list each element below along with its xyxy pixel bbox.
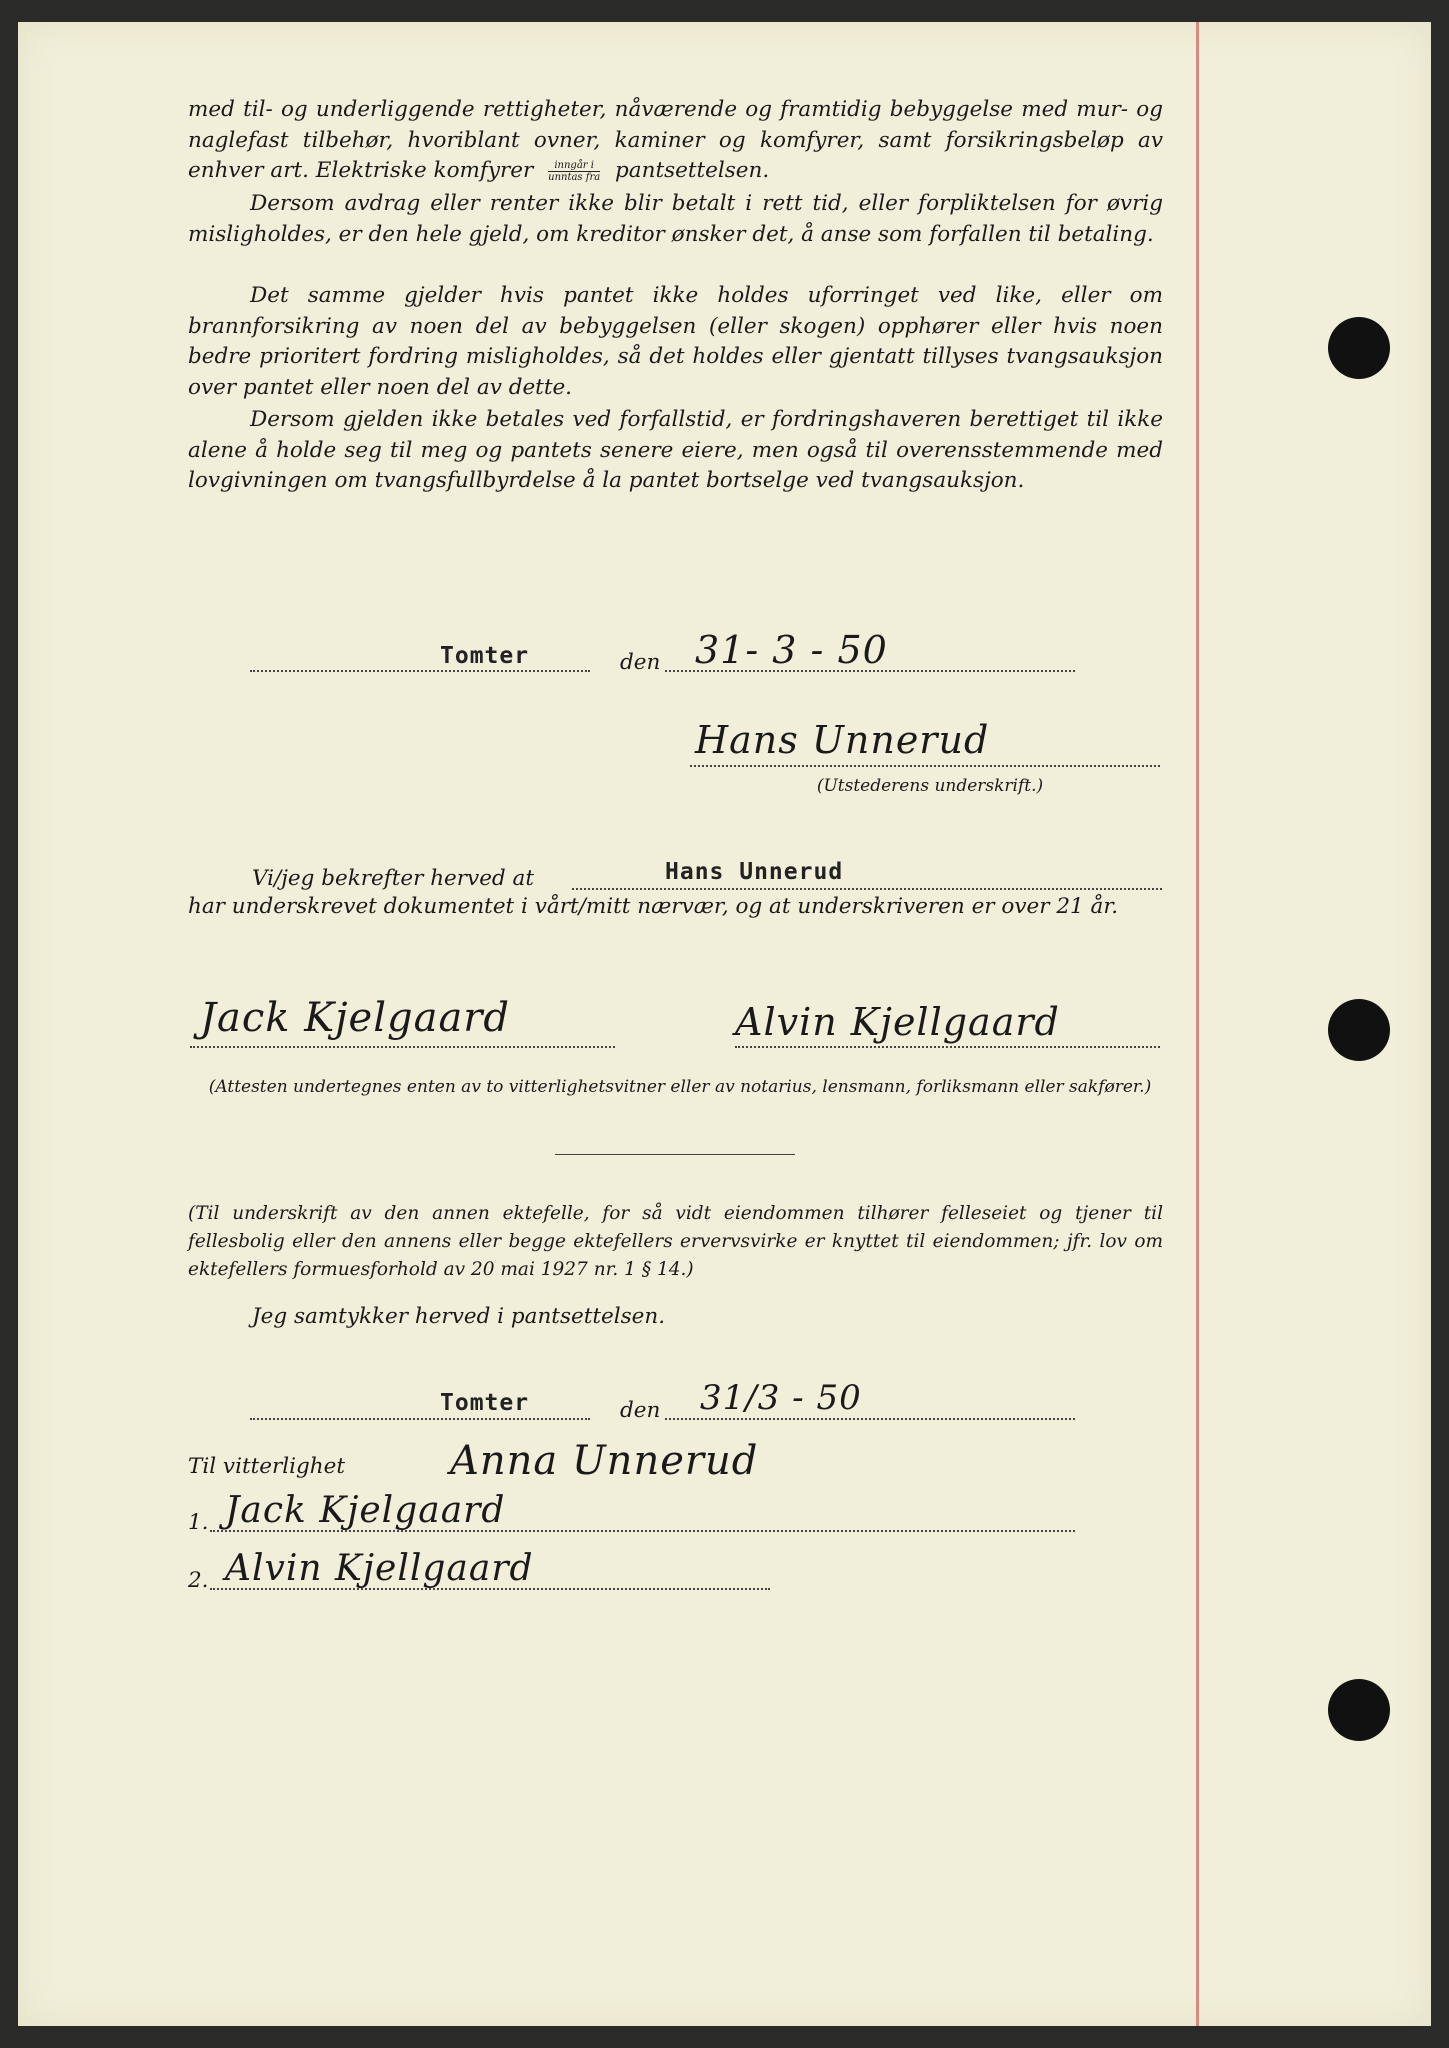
witness-number-1: 1.	[188, 1510, 209, 1535]
paragraph-forfeiture: Det samme gjelder hvis pantet ikke holdes uforringet ved like, eller om brannforsikring av noen del av bebyggelsen (eller skogen) opphører eller hvis noen bedre prioritert fordring misligholdes, så det holdes eller gjentatt tillyses tvangsauksjon over pantet eller noen del av dette.	[188, 283, 1163, 400]
paragraph-enforcement: Dersom gjelden ikke betales ved forfallstid, er fordringshaveren berettiget til ikke alene å holde seg til meg og pantets senere eiere, men også til overensstemmende med lovgivningen om tvangsfullbyrdelse å la pantet bortselge ved tvangsauksjon.	[188, 407, 1163, 493]
witness2-signature: Alvin Kjellgaard	[735, 1000, 1060, 1044]
attest-caption: (Attesten undertegnes enten av to vitterlighetsvitner eller av notarius, lensmann, forliksmann eller sakfører.)	[208, 1077, 1152, 1097]
spouse-note: (Til underskrift av den annen ektefelle, for så vidt eiendommen tilhører felleseiet og tjener til fellesbolig eller den annens eller begge ektefellers ervervsvirke er knyttet til eiendommen; jfr. lov om ektefellers formuesforhold av 20 mai 1927 nr. 1 § 14.)	[188, 1203, 1163, 1280]
section-divider	[555, 1154, 795, 1155]
spouse-witness2-signature: Alvin Kjellgaard	[225, 1548, 534, 1589]
witness-number-2: 2.	[188, 1568, 209, 1593]
signature-caption: (Utstederens underskrift.)	[816, 776, 1044, 796]
binder-hole-bottom	[1328, 1679, 1390, 1741]
spouse-signature: Anna Unnerud	[450, 1438, 759, 1484]
fraction-top: inngår i	[548, 160, 600, 172]
binder-hole-middle	[1328, 999, 1390, 1061]
spouse-place: Tomter	[440, 1390, 530, 1416]
spouse-date-line	[665, 1418, 1075, 1420]
witness1-line	[190, 1046, 615, 1048]
spouse-date-handwritten: 31/3 - 50	[700, 1378, 862, 1418]
signature-line	[690, 765, 1160, 767]
paragraph-end: pantsettelsen.	[615, 158, 770, 183]
spouse-consent: Jeg samtykker herved i pantsettelsen.	[252, 1304, 666, 1329]
issue-date-handwritten: 31- 3 - 50	[695, 628, 888, 672]
attest-text: har underskrevet dokumentet i vårt/mitt nærvær, og at underskriveren er over 21 år.	[188, 894, 1119, 919]
attest-name-line	[572, 888, 1162, 890]
binder-hole-top	[1328, 317, 1390, 379]
witness2-line	[735, 1046, 1160, 1048]
issuer-signature: Hans Unnerud	[695, 718, 990, 762]
fraction-bottom: unntas fra	[548, 171, 601, 183]
paragraph-text: med til- og underliggende rettigheter, nåværende og framtidig bebyggelse med mur- og naglefast tilbehør, hvoriblant ovner, kaminer og komfyrer, samt forsikringsbeløp av enhver art. Elektriske komfyrer	[188, 97, 1163, 183]
spouse-witness1-signature: Jack Kjelgaard	[225, 1490, 506, 1531]
den-label: den	[620, 650, 661, 675]
margin-rule	[1196, 22, 1199, 2026]
witness1-signature: Jack Kjelgaard	[200, 995, 511, 1041]
paragraph-default: Dersom avdrag eller renter ikke blir betalt i rett tid, eller forpliktelsen for øvrig misligholdes, er den hele gjeld, om kreditor ønsker det, å anse som forfallen til betaling.	[188, 191, 1163, 247]
fraction-choice	[548, 160, 600, 183]
spouse-place-line	[250, 1418, 590, 1420]
place-line	[250, 670, 590, 672]
paragraph-property-rights	[188, 95, 1163, 187]
attest-name: Hans Unnerud	[665, 859, 844, 885]
spouse-den-label: den	[620, 1398, 661, 1423]
attest-prefix: Vi/jeg bekrefter herved at	[252, 866, 534, 891]
issue-place: Tomter	[440, 643, 530, 669]
til-vitterlighet-label: Til vitterlighet	[188, 1454, 345, 1479]
